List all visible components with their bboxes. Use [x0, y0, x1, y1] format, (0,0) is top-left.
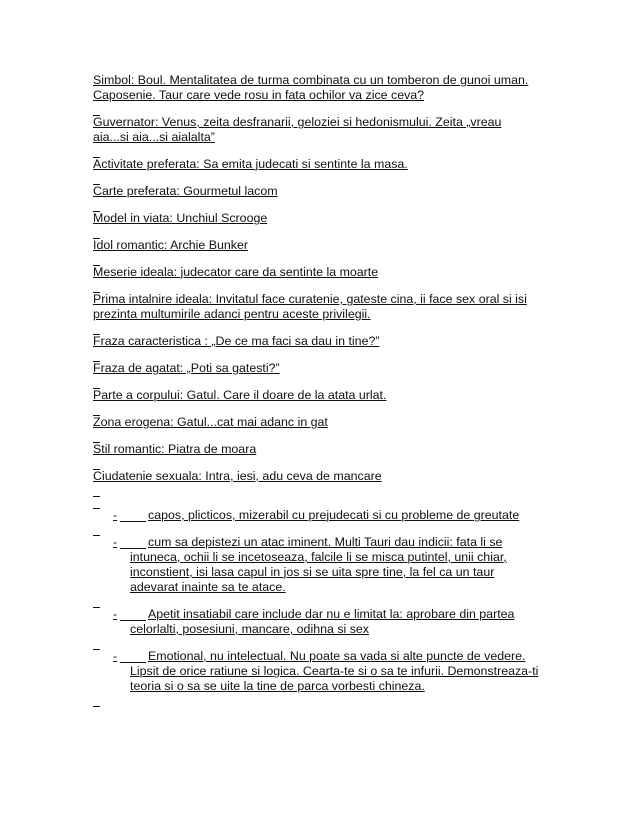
paragraph-line: Guvernator: Venus, zeita desfranarii, geloziei si hedonismului. Zeita „vreau	[93, 115, 502, 129]
paragraph-line: Zona erogena: Gatul...cat mai adanc in gat	[93, 415, 328, 429]
bullet-dash: -	[113, 607, 118, 621]
empty-line	[93, 637, 563, 649]
bullet-line: intuneca, ochii li se incetoseaza, falcile li se misca putintel, unii chiar,	[130, 550, 507, 564]
bullet-line: Apetit insatiabil care include dar nu e limitat la: aprobare din partea	[148, 607, 515, 621]
paragraph-line: Fraza de agatat: „Poti sa gatesti?”	[93, 361, 280, 375]
paragraph-line: prezinta multumirile adanci pentru aceste privilegii.	[93, 307, 371, 321]
paragraph-line: Caposenie. Taur care vede rosu in fata ochilor va zice ceva?	[93, 88, 425, 102]
bullet-line: celorlalti, posesiuni, mancare, odihna si sex	[130, 622, 369, 636]
empty-line	[93, 694, 563, 706]
paragraph-line: Idol romantic: Archie Bunker	[93, 238, 248, 252]
bullet-line: Emotional, nu intelectual. Nu poate sa vada si alte puncte de vedere.	[148, 649, 526, 663]
bullet-line: Lipsit de orice ratiune si logica. Cearta-te si o sa te infurii. Demonstreaza-ti	[130, 664, 539, 678]
bullet-line: inconstient, isi lasa capul in jos si se uita spre tine, la fel ca un taur	[130, 565, 495, 579]
paragraph-line: aia...si aia...si aialalta”	[93, 130, 215, 144]
empty-line	[93, 430, 563, 442]
empty-line	[93, 322, 563, 334]
paragraph-line: Parte a corpului: Gatul. Care il doare de la atata urlat.	[93, 388, 387, 402]
empty-line	[93, 172, 563, 184]
empty-line	[93, 199, 563, 211]
bullet-tab-gap	[120, 508, 146, 522]
bullet-dash: -	[113, 649, 118, 663]
empty-line	[93, 457, 563, 469]
bullet-item	[93, 607, 563, 637]
paragraph-line: Carte preferata: Gourmetul lacom	[93, 184, 278, 198]
bullet-item	[93, 535, 563, 595]
paragraph-line: Stil romantic: Piatra de moara	[93, 442, 257, 456]
empty-line	[93, 484, 563, 496]
bullet-tab-gap	[120, 607, 146, 621]
empty-line	[93, 349, 563, 361]
empty-line	[93, 280, 563, 292]
empty-line	[93, 376, 563, 388]
bullet-line: capos, plicticos, mizerabil cu prejudecati si cu probleme de greutate	[148, 508, 520, 522]
empty-line	[93, 103, 563, 115]
bullet-tab-gap	[120, 535, 146, 549]
bullet-tab-gap	[120, 649, 146, 663]
bullet-line: teoria si o sa se uite la tine de parca vorbesti chineza.	[130, 679, 425, 693]
empty-line	[93, 253, 563, 265]
empty-line	[93, 226, 563, 238]
bullet-dash: -	[113, 508, 118, 522]
paragraph-line: Fraza caracteristica : „De ce ma faci sa dau in tine?”	[93, 334, 380, 348]
bullet-line: adevarat inainte sa te atace.	[130, 580, 286, 594]
paragraph-line: Model in viata: Unchiul Scrooge	[93, 211, 268, 225]
paragraph-line: Ciudatenie sexuala: Intra, iesi, adu ceva de mancare	[93, 469, 382, 483]
paragraph-line: Meserie ideala: judecator care da sentinte la moarte	[93, 265, 379, 279]
empty-line	[93, 595, 563, 607]
empty-line	[93, 145, 563, 157]
document-body	[93, 73, 563, 706]
paragraph-line: Prima intalnire ideala: Invitatul face curatenie, gateste cina, ii face sex oral si isi	[93, 292, 527, 306]
bullet-item	[93, 649, 563, 694]
paragraph-line: Activitate preferata: Sa emita judecati si sentinte la masa.	[93, 157, 408, 171]
empty-line	[93, 496, 563, 508]
bullet-dash: -	[113, 535, 118, 549]
paragraph-line: Simbol: Boul. Mentalitatea de turma combinata cu un tomberon de gunoi uman.	[93, 73, 529, 87]
empty-line	[93, 523, 563, 535]
empty-line	[93, 403, 563, 415]
bullet-line: cum sa depistezi un atac iminent. Multi Tauri dau indicii: fata li se	[148, 535, 503, 549]
bullet-item	[93, 508, 563, 523]
